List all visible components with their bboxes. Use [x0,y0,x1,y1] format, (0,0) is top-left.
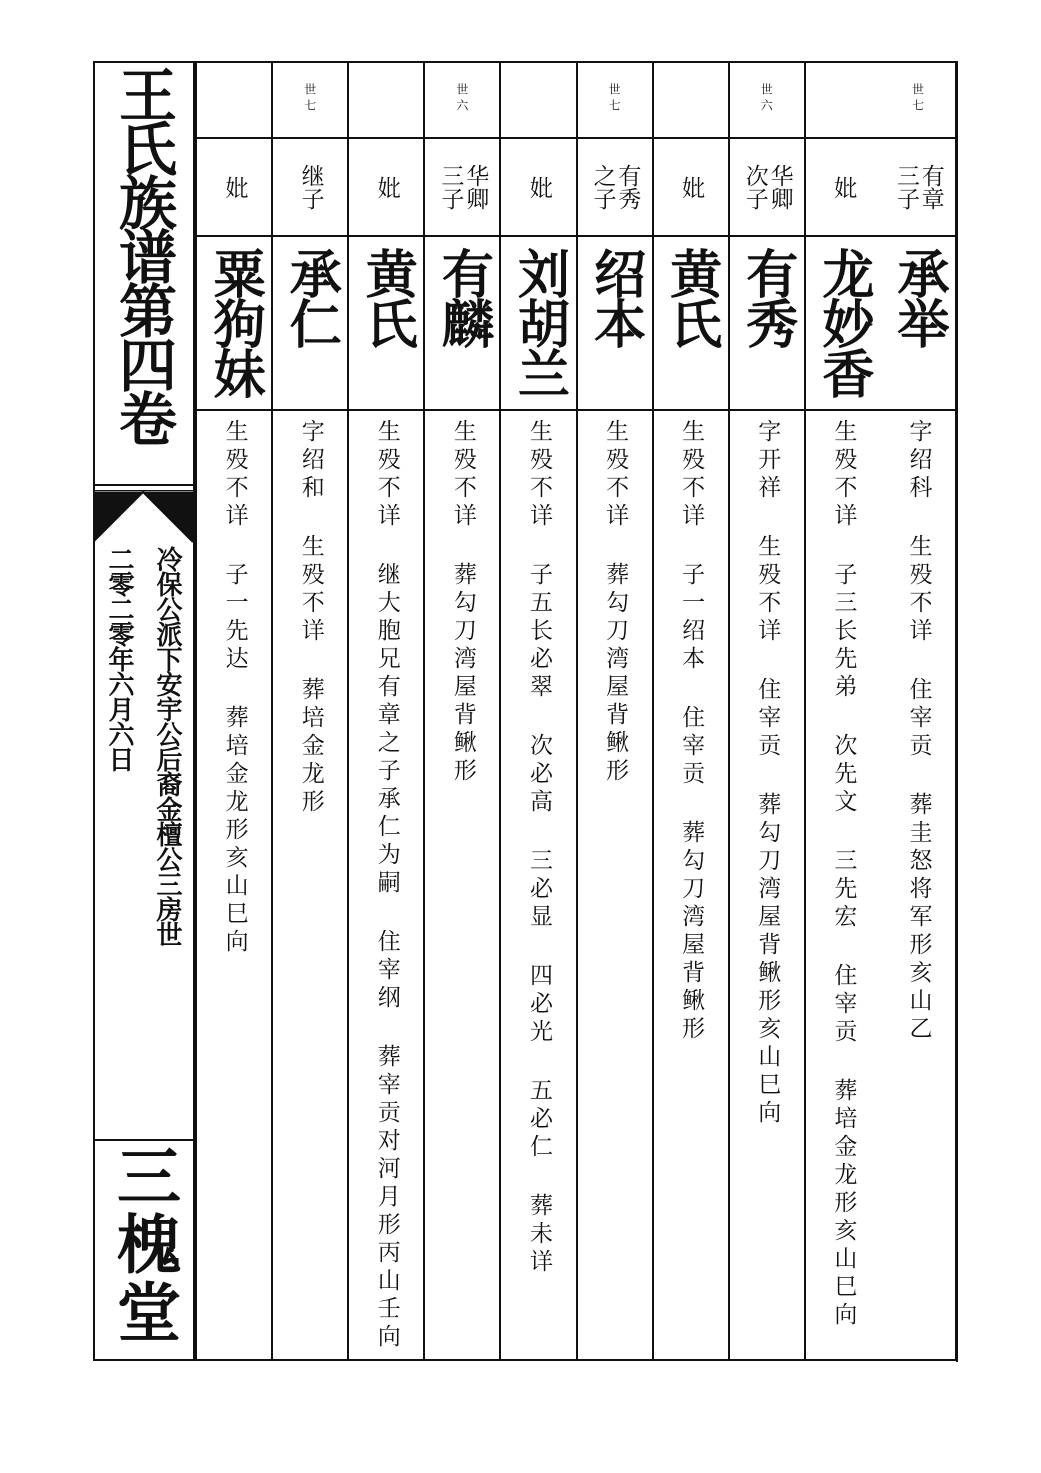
genealogy-entry [576,61,652,1361]
lineage-subtitle-text: 冷保公派下安宇公后裔金檀公三房世 [152,546,182,946]
genealogy-table [195,61,956,1361]
relation-label: 华卿 次子 [741,164,793,210]
frame-edge [956,61,958,1362]
generation-cell [501,61,575,139]
relation-label: 华卿 三子 [437,164,489,210]
name-cell [578,237,652,411]
relation-cell [654,139,728,237]
relation-label: 妣 [525,175,552,199]
person-name: 黄氏 [660,247,722,347]
genealogy-entry [804,61,880,1361]
generation-cell [349,61,423,139]
relation-label: 妣 [830,175,857,199]
generation-cell [880,61,956,139]
relation-cell [880,139,956,237]
person-name: 黄氏 [356,247,418,347]
name-cell [654,237,728,411]
relation-label: 有章 三子 [892,164,944,210]
book-title [93,61,193,484]
generation-label: 世六 [759,83,774,115]
person-name: 龙妙香 [812,247,874,397]
relation-cell [425,139,499,237]
lineage-subtitle [147,546,187,1106]
person-name: 刘胡兰 [508,247,570,397]
biography-cell [197,411,271,1359]
biography-text: 字绍和 生殁不详 葬培金龙形 [297,419,324,817]
name-cell [806,237,880,411]
biography-cell [349,411,423,1359]
relation-label: 有秀 之子 [589,164,641,210]
generation-cell [425,61,499,139]
book-title-text: 王氏族谱第四卷 [109,65,177,443]
biography-cell [654,411,728,1359]
genealogy-entry [880,61,956,1361]
biography-text: 生殁不详 葬勾刀湾屋背鳅形 [602,419,629,786]
generation-cell [654,61,728,139]
relation-label: 继子 [297,164,324,210]
name-cell [273,237,347,411]
biography-cell [273,411,347,1359]
relation-cell [730,139,804,237]
hall-name [93,1143,193,1359]
relation-cell [349,139,423,237]
name-cell [349,237,423,411]
divider [93,1139,193,1141]
biography-text: 字开祥 生殁不详 住宰贡 葬勾刀湾屋背鳅形亥山巳向 [754,419,781,1128]
genealogy-entry [728,61,804,1361]
person-name: 粟狗妹 [204,247,266,397]
biography-text: 生殁不详 子一先达 葬培金龙形亥山巳向 [221,419,248,957]
relation-label: 妣 [221,175,248,199]
name-cell [197,237,271,411]
title-panel [93,61,195,1361]
generation-label: 世七 [607,83,622,115]
biography-text: 生殁不详 子五长必翠 次必高 三必显 四必光 五必仁 葬未详 [525,419,552,1277]
hall-name-text: 三槐堂 [106,1143,181,1347]
generation-cell [806,61,880,139]
generation-label: 世六 [454,83,469,115]
biography-text: 字绍科 生殁不详 住宰贡 葬圭怒将军形亥山乙 [905,419,932,1044]
genealogy-entry [423,61,499,1361]
genealogy-entry [271,61,347,1361]
relation-label: 妣 [373,175,400,199]
publication-date [99,546,139,946]
name-cell [730,237,804,411]
relation-cell [578,139,652,237]
genealogy-entry [652,61,728,1361]
person-name: 承举 [887,247,949,347]
generation-label: 世七 [302,83,317,115]
publication-date-text: 二零二零年六月六日 [104,546,134,771]
relation-label: 妣 [678,175,705,199]
biography-text: 生殁不详 子一绍本 住宰贡 葬勾刀湾屋背鳅形 [678,419,705,1044]
biography-cell [501,411,575,1359]
biography-cell [880,411,956,1359]
generation-cell [273,61,347,139]
relation-cell [197,139,271,237]
generation-cell [197,61,271,139]
name-cell [501,237,575,411]
biography-text: 生殁不详 继大胞兄有章之子承仁为嗣 住宰纲 葬宰贡对河月形丙山壬向 [373,419,400,1352]
generation-label: 世七 [910,83,925,115]
person-name: 有秀 [736,247,798,347]
name-cell [425,237,499,411]
name-cell [880,237,956,411]
genealogy-entry [347,61,423,1361]
biography-text: 生殁不详 葬勾刀湾屋背鳅形 [449,419,476,786]
genealogy-entry [195,61,271,1361]
relation-cell [273,139,347,237]
genealogy-entry [499,61,575,1361]
biography-cell [730,411,804,1359]
generation-cell [730,61,804,139]
person-name: 有麟 [432,247,494,347]
biography-cell [806,411,880,1359]
biography-cell [425,411,499,1359]
person-name: 承仁 [280,247,342,347]
generation-cell [578,61,652,139]
biography-text: 生殁不详 子三长先弟 次先文 三先宏 住宰贡 葬培金龙形亥山巳向 [830,419,857,1330]
person-name: 绍本 [584,247,646,347]
biography-cell [578,411,652,1359]
relation-cell [806,139,880,237]
relation-cell [501,139,575,237]
